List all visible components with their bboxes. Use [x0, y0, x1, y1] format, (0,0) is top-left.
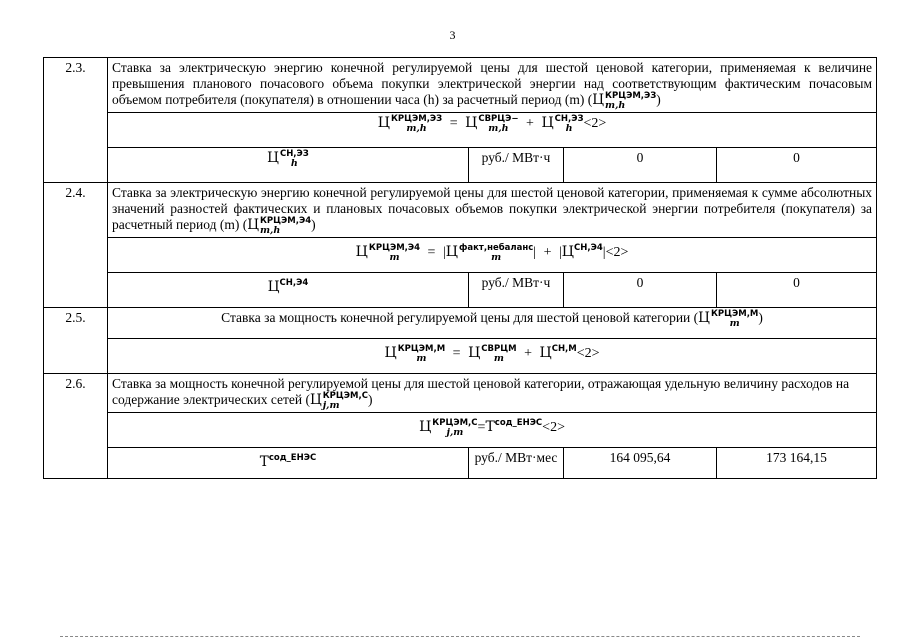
value-cell-2: 0	[717, 148, 877, 183]
formula-row	[44, 339, 877, 374]
table-row	[44, 308, 877, 339]
table-row	[44, 58, 877, 113]
row-description: Ставка за мощность конечной регулируемой цены для шестой ценовой категории, отражающая удельную величину расходов на содержание электрических сетей (Ц КРЦЭМ,С j,m )	[108, 374, 877, 413]
page-number: 3	[449, 28, 456, 42]
unit-cell: руб./ МВт·ч	[469, 273, 564, 308]
value-cell-2: 0	[717, 273, 877, 308]
row-number: 2.5.	[44, 308, 108, 374]
row-number: 2.3.	[44, 58, 108, 183]
value-row	[44, 448, 877, 479]
formula: Ц КРЦЭМ,ЭЗ m,h = Ц СВРЦЭ− m,h + Ц СН,ЭЗ h <2>	[108, 113, 877, 148]
table-row	[44, 183, 877, 238]
row-number: 2.4.	[44, 183, 108, 308]
desc-symbol: Ц КРЦЭМ,С j,m	[309, 391, 368, 411]
desc-symbol: Ц КРЦЭМ,М m	[698, 309, 759, 329]
row-number: 2.6.	[44, 374, 108, 479]
value-row	[44, 148, 877, 183]
formula: Ц КРЦЭМ,Э4 m = |Ц факт,небаланс m | + $|Ц^{СН,Э4}|<2>$	[108, 238, 877, 273]
tariff-table	[43, 57, 877, 479]
value-row	[44, 273, 877, 308]
desc-symbol: Ц КРЦЭМ,ЭЗ m,h	[592, 91, 657, 111]
value-cell-1: 164 095,64	[564, 448, 717, 479]
formula-row	[44, 238, 877, 273]
formula: Ц КРЦЭМ,С j,m $=Т^{сод\_ЕНЭС}<2>$	[108, 413, 877, 448]
value-symbol: Ц СН,ЭЗ h	[108, 148, 469, 183]
formula-row	[44, 413, 877, 448]
value-symbol: $Т^{сод\_ЕНЭС}$	[108, 448, 469, 479]
value-cell-1: 0	[564, 148, 717, 183]
unit-cell: руб./ МВт·ч	[469, 148, 564, 183]
value-cell-1: 0	[564, 273, 717, 308]
formula: Ц КРЦЭМ,М m = Ц СВРЦМ m + $Ц^{СН,М}<2>$	[108, 339, 877, 374]
table-row	[44, 374, 877, 413]
desc-symbol: Ц КРЦЭМ,Э4 m,h	[247, 216, 312, 236]
row-description: Ставка за мощность конечной регулируемой цены для шестой ценовой категории (Ц КРЦЭМ,М m )	[108, 308, 877, 339]
row-description: Ставка за электрическую энергию конечной регулируемой цены для шестой ценовой категории, применяемая к сумме абсолютных значений разностей фактических и плановых почасовых объемов покупки электрической энергии потребителя (покупателя) за расчетный период (m) (Ц КРЦЭМ,Э4 m,h )	[108, 183, 877, 238]
value-cell-2: 173 164,15	[717, 448, 877, 479]
value-symbol: $Ц^{СН,Э4}$	[108, 273, 469, 308]
formula-row	[44, 113, 877, 148]
row-description: Ставка за электрическую энергию конечной регулируемой цены для шестой ценовой категории, применяемая к величине превышения планового почасового объема покупки электрической энергии над соответствующим фактическим почасовым объемом потребителя (покупателя) в отношении часа (h) за расчетный период (m) (Ц КРЦЭМ,ЭЗ m,h )	[108, 58, 877, 113]
page-edge-rule	[60, 636, 860, 637]
unit-cell: руб./ МВт·мес	[469, 448, 564, 479]
